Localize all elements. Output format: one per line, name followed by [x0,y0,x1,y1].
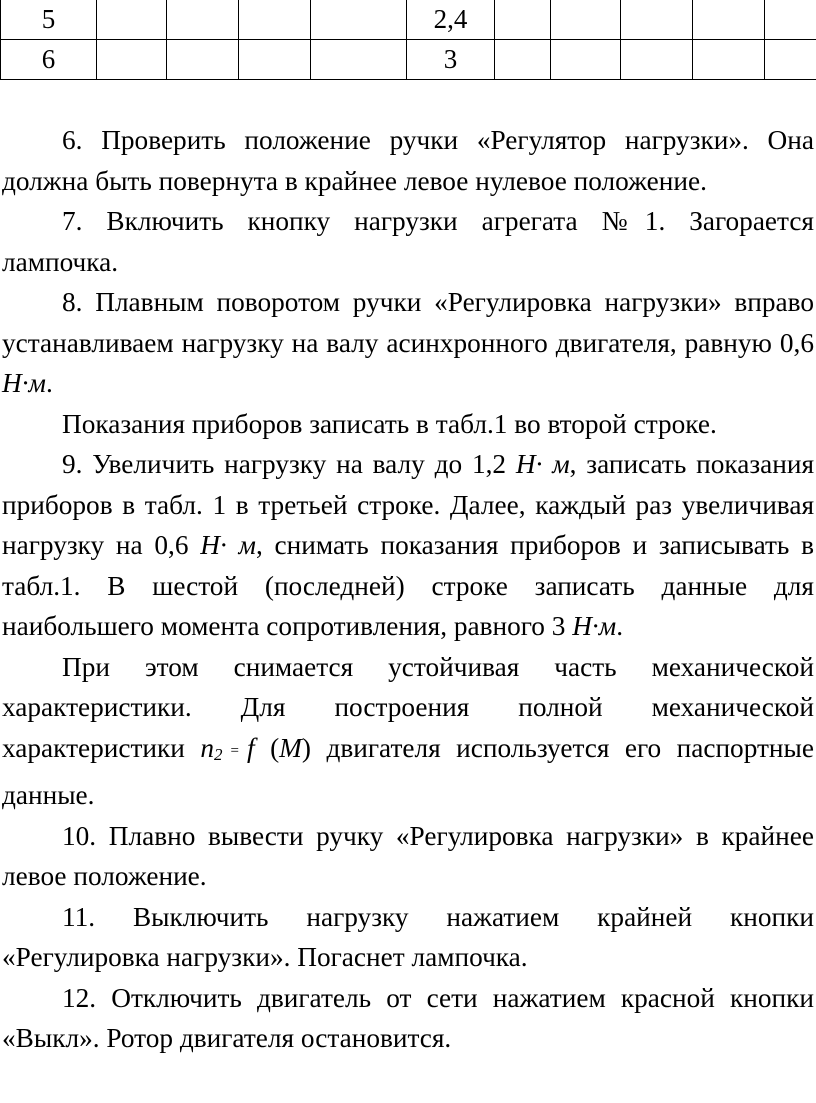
table-cell: 2,4 [407,0,495,40]
table-cell [97,40,167,80]
table-cell: 6 [1,40,97,80]
formula-subscript: 2 [214,744,223,764]
characteristic-note [2,647,814,816]
table-cell [239,40,311,80]
step-9-c: , снимать показания приборов и записывать в табл.1. В шестой (последней) строке записать данные для наибольшего момента сопротивления, равного 3 [2,530,814,641]
table-cell [167,40,239,80]
step-11: 11. Выключить нагрузку нажатием крайней кнопки «Регулировка нагрузки». Погаснет лампочка. [2,901,814,972]
step-8-end: . [45,368,53,398]
characteristic-text-b: двигателя используется его паспортные данные. [2,732,814,810]
table-cell [311,40,407,80]
table-cell [495,0,551,40]
formula-open: ( [270,732,280,763]
table-cell [495,40,551,80]
data-table-fragment [0,0,816,80]
table-cell [621,0,693,40]
table-cell [97,0,167,40]
step-9 [2,444,814,647]
characteristic-text-a: При этом снимается устойчивая часть механической характеристики. Для построения полной механической характеристики [2,651,814,763]
formula-f: f [247,732,255,763]
unit-nm: Н·м [572,611,617,641]
step-6: 6. Проверить положение ручки «Регулятор нагрузки». Она должна быть повернута в крайнее левое нулевое положение. [2,125,814,196]
step-10: 10. Плавно вывести ручку «Регулировка нагрузки» в крайнее левое положение. [2,820,814,891]
table-cell [693,40,765,80]
step-12: 12. Отключить двигатель от сети нажатием красной кнопки «Выкл». Ротор двигателя остановится. [2,982,814,1053]
step-9-a: 9. Увеличить нагрузку на валу до 1,2 [62,449,507,479]
step-8 [2,282,814,404]
table-row [1,40,816,80]
table-cell [765,0,816,40]
table-cell [551,0,621,40]
table-cell [693,0,765,40]
formula-close: ) [301,732,311,763]
formula-n: n [200,732,215,763]
table-cell [765,40,816,80]
step-9-b: , записать показания приборов в табл. 1 в третьей строке. Далее, каждый раз увеличивая нагрузку на 0,6 [2,449,814,560]
table-cell [167,0,239,40]
table-cell: 5 [1,0,97,40]
table-cell: 3 [407,40,495,80]
formula-equals: = [230,742,239,759]
table-cell [621,40,693,80]
step-8-text: 8. Плавным поворотом ручки «Регулировка нагрузки» вправо устанавливаем нагрузку на валу асинхронного двигателя, равную 0,6 [2,287,814,358]
unit-nm: Н· м [200,530,256,560]
table-cell [551,40,621,80]
unit-nm: Н·м [2,368,46,398]
step-9-end: . [616,611,624,641]
step-7: 7. Включить кнопку нагрузки агрегата №1. Загорается лампочка. [2,206,814,277]
formula-M: M [279,732,302,763]
unit-nm: Н· м [515,449,570,479]
record-instruction: Показания приборов записать в табл.1 во второй строке. [62,408,717,439]
table-cell [311,0,407,40]
instructions-text [2,120,814,1059]
table-row [1,0,816,40]
table-cell [239,0,311,40]
